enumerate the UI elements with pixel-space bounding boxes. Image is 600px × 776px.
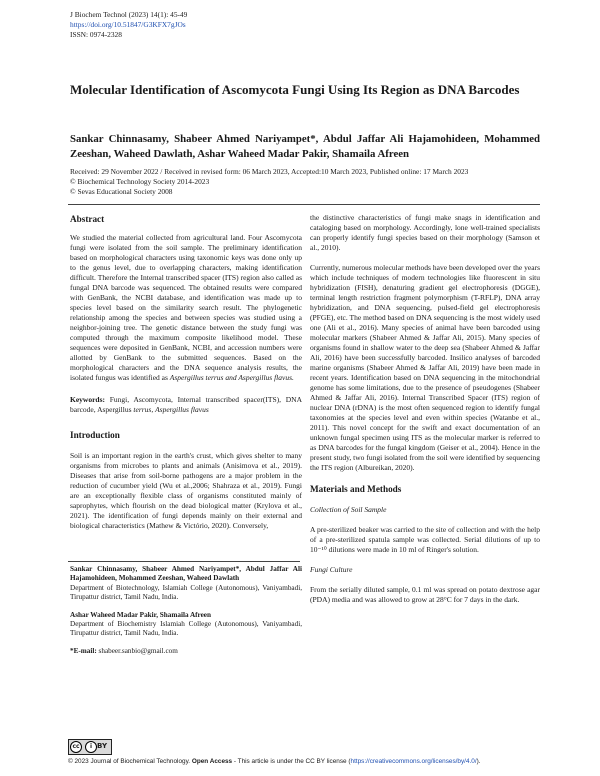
affiliations <box>70 565 302 656</box>
right-column <box>310 213 540 605</box>
email-address[interactable]: shabeer.sanbio@gmail.com <box>98 646 178 655</box>
abstract-species: Aspergillus terrus and Aspergillus flavus. <box>169 373 294 382</box>
collection-text: A pre-sterilized beaker was carried to the site of collection and with the help of a pre-sterilized spatula sample was collected. Serial dilutions of up to 10⁻¹⁰ dilutions were made in 10 ml of Ringer's solution. <box>310 525 540 554</box>
culture-heading: Fungi Culture <box>310 565 353 574</box>
by-person-icon: i <box>85 741 97 753</box>
abstract-heading: Abstract <box>70 214 105 224</box>
keywords-label: Keywords: <box>70 395 105 404</box>
affiliation-dept-1: Department of Biotechnology, Islamiah College (Autonomous), Vaniyambadi, Tirupattur district, Tamil Nadu, India. <box>70 583 302 602</box>
license-footer: © 2023 Journal of Biochemical Technology. Open Access - This article is under the CC BY license (https://creativecommons.org/licenses/by/4.0/). <box>68 758 481 765</box>
divider-affiliation <box>68 561 300 562</box>
introduction-text: Soil is an important region in the earth's crust, which gives shelter to many organisms from microbes to plants and animals (Anisimova et al., 2019). Diseases that arise from soil-borne pathogens are a major problem in the reduction of cucumber yield (Wu et al.,2006; Shahraza et al., 2019). Fungi are an exceptionally flexible class of organisms constituted mainly of saprophytes, which flourish on the dead biological matter (Krylova et al., 2021). The identification of fungi depends mainly on their external and biological characteristics (Mathew & Victório, 2020). Conversely, <box>70 451 302 530</box>
abstract-body: We studied the material collected from agricultural land. Four Ascomycota fungi were isolated from the soil sample. The preliminary identification based on morphological characters using taxonomic keys was done only up to the genus level, due to overlapping characters, making identification difficult. Therefore the Internal transcribed spacer (ITS) region also called as fungal DNA barcode was sequenced. The obtained results were compared with GenBank, the NCBI database, and identification was made up to species level based on the similarity search result. The phylogenetic relationship among the species and between species was studied using a neighbor-joining tree. The genetic distance between the study fungi was computed through the maximum composite likelihood model. These sequences were deposited in GenBank, NCBI, and accession numbers were allotted by GenBank to the submitted sequences. Based on the morphological characters and the DNA sequence analysis results, the isolated fungus was identified as <box>70 233 302 382</box>
keywords-italic-2: Aspergillus flavus <box>155 405 209 414</box>
keywords-italic-1: terrus <box>133 405 152 414</box>
keywords: Keywords: Fungi, Ascomycota, Internal transcribed spacer(ITS), DNA barcode, Aspergillus terrus, Aspergillus flavus <box>70 395 302 414</box>
keywords-text: Fungi, Ascomycota, Internal transcribed spacer(ITS), DNA barcode, Aspergillus <box>70 395 302 414</box>
license-middle: - This article is under the CC BY license <box>233 758 347 765</box>
affiliation-names-1: Sankar Chinnasamy, Shabeer Ahmed Nariyampet*, Abdul Jaffar Ali Hajamohideen, Mohammed Zeeshan, Waheed Dawlath <box>70 565 302 583</box>
copyright-line-1: © Biochemical Technology Society 2014-2023 <box>70 177 210 186</box>
received-dates: Received: 29 November 2022 / Received in revised form: 06 March 2023, Accepted:10 March 2023, Published online: 17 March 2023 <box>70 167 469 176</box>
license-suffix: ). <box>476 758 481 765</box>
introduction-heading: Introduction <box>70 430 120 440</box>
cc-icon: cc <box>70 741 82 753</box>
license-prefix: © 2023 Journal of Biochemical Technology. <box>68 758 191 765</box>
journal-meta <box>70 10 187 40</box>
left-column <box>70 213 302 531</box>
divider-top <box>68 204 540 205</box>
email-line <box>70 647 302 656</box>
affiliation-names-2: Ashar Waheed Madar Pakir, Shamaila Afreen <box>70 610 211 619</box>
abstract-text <box>70 233 302 383</box>
paper-title: Molecular Identification of Ascomycota Fungi Using Its Region as DNA Barcodes <box>70 82 520 97</box>
email-label: *E-mail: <box>70 646 97 655</box>
right-paragraph-1: the distinctive characteristics of fungi make snags in identification and cataloging based on morphology. Accordingly, lone well-trained specialists can properly identify fungi species based on their morphology (Samson et al., 2010). <box>310 213 540 252</box>
publication-dates <box>70 167 540 197</box>
collection-heading: Collection of Soil Sample <box>310 505 387 514</box>
copyright-line-2: © Sevas Educational Society 2008 <box>70 187 173 196</box>
culture-text: From the serially diluted sample, 0.1 ml was spread on potato dextrose agar (PDA) media and was allowed to grow at 28°C for 7 days in the dark. <box>310 585 540 604</box>
license-url[interactable]: https://creativecommons.org/licenses/by/4.0/ <box>350 758 477 765</box>
affiliation-dept-2: Department of Biochemistry Islamiah College (Autonomous), Vaniyambadi, Tirupattur district, Tamil Nadu, India. <box>70 620 302 638</box>
doi-link[interactable]: https://doi.org/10.51847/G3KFX7gJOs <box>70 20 186 29</box>
author-list: Sankar Chinnasamy, Shabeer Ahmed Nariyampet*, Abdul Jaffar Ali Hajamohideen, Mohammed Zeeshan, Waheed Dawlath, Ashar Waheed Madar Pakir, Shamaila Afreen <box>70 133 540 160</box>
cc-by-badge[interactable] <box>68 739 112 755</box>
by-label: BY <box>97 742 108 750</box>
issn: ISSN: 0974-2328 <box>70 30 122 39</box>
journal-citation: J Biochem Technol (2023) 14(1): 45-49 <box>70 10 188 19</box>
right-paragraph-2: Currently, numerous molecular methods have been developed over the years which include techniques of modern technologies like fluorescent in situ hybridization (FISH), denaturing gradient gel electrophoresis (DGGE), terminal length restriction fragment polymorphism (T-RFLP), DNA array hybridization, and DNA sequencing, pulsed-field gel electrophoresis (PFGE), etc. The method based on DNA sequencing is the most widely used one (Ali et al., 2016). Many species of animal have been barcoded using molecular markers (Shabeer Ahmed & Jaffar Ali, 2015). Many species of organisms found in shallow water to the deep sea (Shabeer Ahmed & Jaffar Ali, 2016) have been successfully barcoded. Insilico analyses of barcoded marine organisms (Shabeer Ahmed & Jaffar Ali, 2019) have been made in recent years. Identification based on DNA sequencing in the mitochondrial genome has some limitations, due to the presence of pseudogenes (Shabeer Ahmed & Jaffar Ali, 2016). Internal Transcribed Spacer (ITS) region of nuclear DNA (rDNA) is the most often sequenced region to identify fungal taxonomies at the species level and even within species (Watanbe et al., 2011). This novel concept for the swift and exact documentation of an unknown fungal specimen using ITS as the molecular marker is referred to as DNA barcodes for the fungal kingdom (Geiser et al., 2004). Hence in the present study, two fungi isolated from the soil were identified by sequencing the ITS region (Albureikan, 2020). <box>310 263 540 472</box>
methods-heading: Materials and Methods <box>310 484 402 494</box>
open-access-label: Open Access <box>191 758 233 765</box>
